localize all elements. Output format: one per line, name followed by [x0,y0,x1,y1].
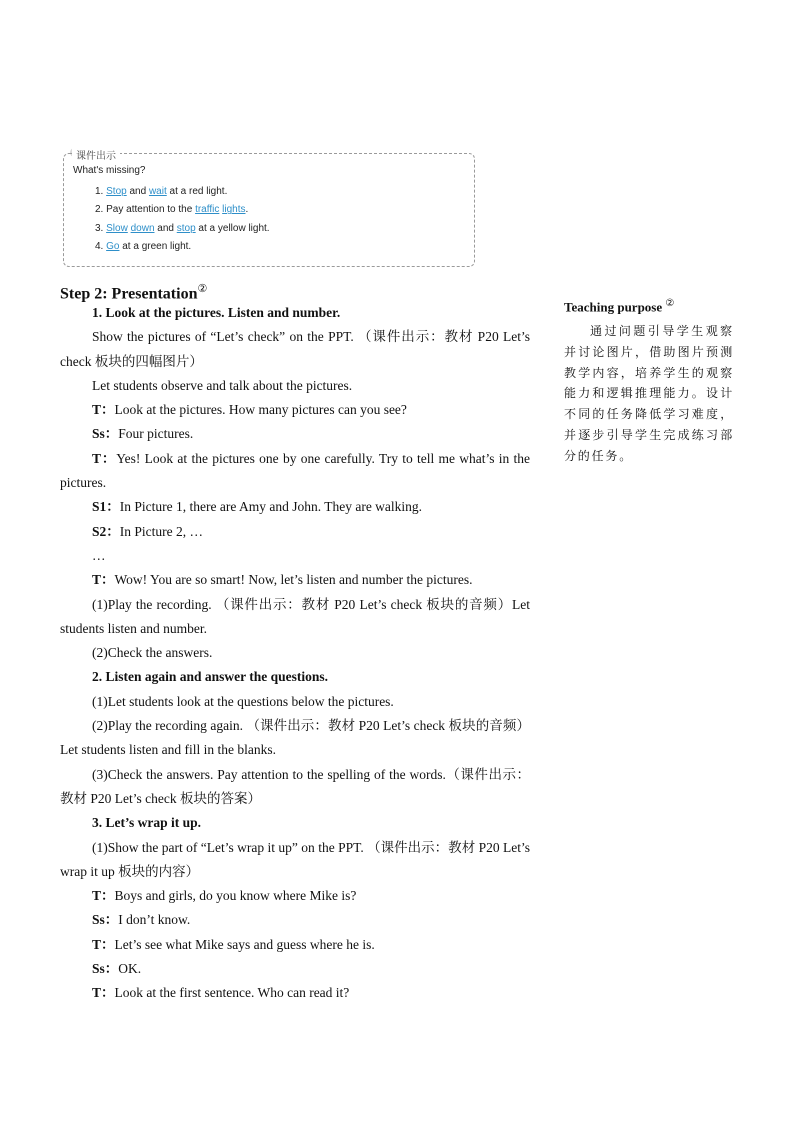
instruction-line: (2)Check the answers. [92,645,213,661]
box-item-text: at a red light. [166,186,228,197]
dialog-line [60,422,530,446]
instruction-line: (3)Check the answers. Pay attention to the spelling of the words.（课件出示：教材 P20 Let’s check 板块的答案） [60,766,530,806]
dialog-text: Boys and girls, do you know where Mike is? [114,888,357,904]
sidebar-title-text: Teaching purpose [564,299,663,315]
box-item-text: at a yellow light. [195,222,270,234]
blank-word: Go [106,240,120,252]
sub-heading: 2. Listen again and answer the questions. [92,669,329,685]
blank-word: Stop [106,186,127,197]
blank-word: wait [148,186,167,197]
dialog-text: Look at the pictures. How many pictures can you see? [114,402,407,418]
box-item-number: 2. [95,204,104,216]
step-title: Step 2: Presentation [60,285,198,303]
box-item-text: . [245,204,249,216]
box-item [95,220,270,238]
sidebar-text: 通过问题引导学生观察并讨论图片，借助图片预测教学内容，培养学生的观察能力和逻辑推理能力。设计不同的任务降低学习难度，并逐步引导学生完成练习部分的任务。 [564,324,734,463]
instruction-line: Let students observe and talk about the pictures. [92,377,353,393]
courseware-box [63,153,475,267]
step-note-mark: ② [197,283,208,295]
box-item-list [95,183,270,256]
blank-word: stop [176,222,196,234]
box-item-text: at a green light. [119,240,192,252]
instruction-line: (2)Play the recording again. （课件出示：教材 P20 Let’s check 板块的音频） Let students listen and fill in the blanks. [60,718,530,758]
box-question: What's missing? [73,165,146,176]
dialog-text: Wow! You are so smart! Now, let’s listen and number the pictures. [114,572,473,588]
dialog-text: Look at the first sentence. Who can read it? [114,985,350,1001]
dialog-line [60,495,530,519]
box-item-number: 1. [95,186,104,197]
speaker-label: T： [92,985,115,1001]
speaker-label: Ss： [92,426,119,442]
dialog-line [60,933,530,957]
blank-word: Slow [106,222,128,234]
instruction-line: … [92,547,106,563]
box-item-number: 4. [95,240,104,252]
speaker-label: T： [92,936,115,952]
courseware-tag: 课件出示 [72,147,120,162]
speaker-label: S1： [92,499,120,515]
box-item-text: Pay attention to the [106,204,196,216]
dialog-line [60,908,530,932]
instruction-line: Show the pictures of “Let’s check” on the PPT. （课件出示：教材 P20 Let’s check 板块的四幅图片） [60,329,530,369]
speaker-label: T： [92,888,115,904]
dialog-text: OK. [118,961,142,977]
box-item [95,183,270,201]
speaker-label: T： [92,572,115,588]
blank-word: down [130,222,155,234]
blank-word: traffic [195,204,220,216]
sub-heading: 1. Look at the pictures. Listen and number. [92,305,341,320]
sidebar-title [564,298,734,315]
speaker-label: Ss： [92,912,119,928]
dialog-text: Four pictures. [118,426,194,442]
dialog-text: Let’s see what Mike says and guess where he is. [114,936,375,952]
dialog-text: In Picture 2, … [119,523,204,539]
blank-word: lights [222,204,246,216]
dialog-line [60,981,530,1005]
instruction-line: (1)Play the recording. （课件出示：教材 P20 Let’s check 板块的音频）Let students listen and number. [60,596,530,636]
dialog-line [60,447,530,496]
box-item-text: and [154,222,177,234]
instruction-line: (1)Show the part of “Let’s wrap it up” on the PPT. （课件出示：教材 P20 Let’s wrap it up 板块的内容） [60,839,530,879]
box-item-number: 3. [95,222,104,234]
dialog-text: I don’t know. [118,912,191,928]
lesson-body [60,277,530,1006]
instruction-line: (1)Let students look at the questions below the pictures. [92,693,394,709]
dialog-line [60,568,530,592]
teaching-purpose-sidebar [564,298,734,466]
dialog-line [60,398,530,422]
speaker-label: S2： [92,523,120,539]
lesson-lines [60,301,530,1006]
dialog-text: In Picture 1, there are Amy and John. They are walking. [119,499,423,515]
box-item-text: and [126,186,149,197]
sidebar-note-mark: ② [665,298,675,309]
dialog-line [60,884,530,908]
dialog-line [60,520,530,544]
speaker-label: Ss： [92,961,119,977]
box-item [95,238,270,256]
step-heading [60,277,530,301]
speaker-label: T： [92,450,117,466]
sub-heading: 3. Let’s wrap it up. [92,815,202,831]
speaker-label: T： [92,402,115,418]
box-item [95,201,270,219]
dialog-text: Yes! Look at the pictures one by one carefully. Try to tell me what’s in the pictures. [60,450,530,491]
dialog-line [60,957,530,981]
